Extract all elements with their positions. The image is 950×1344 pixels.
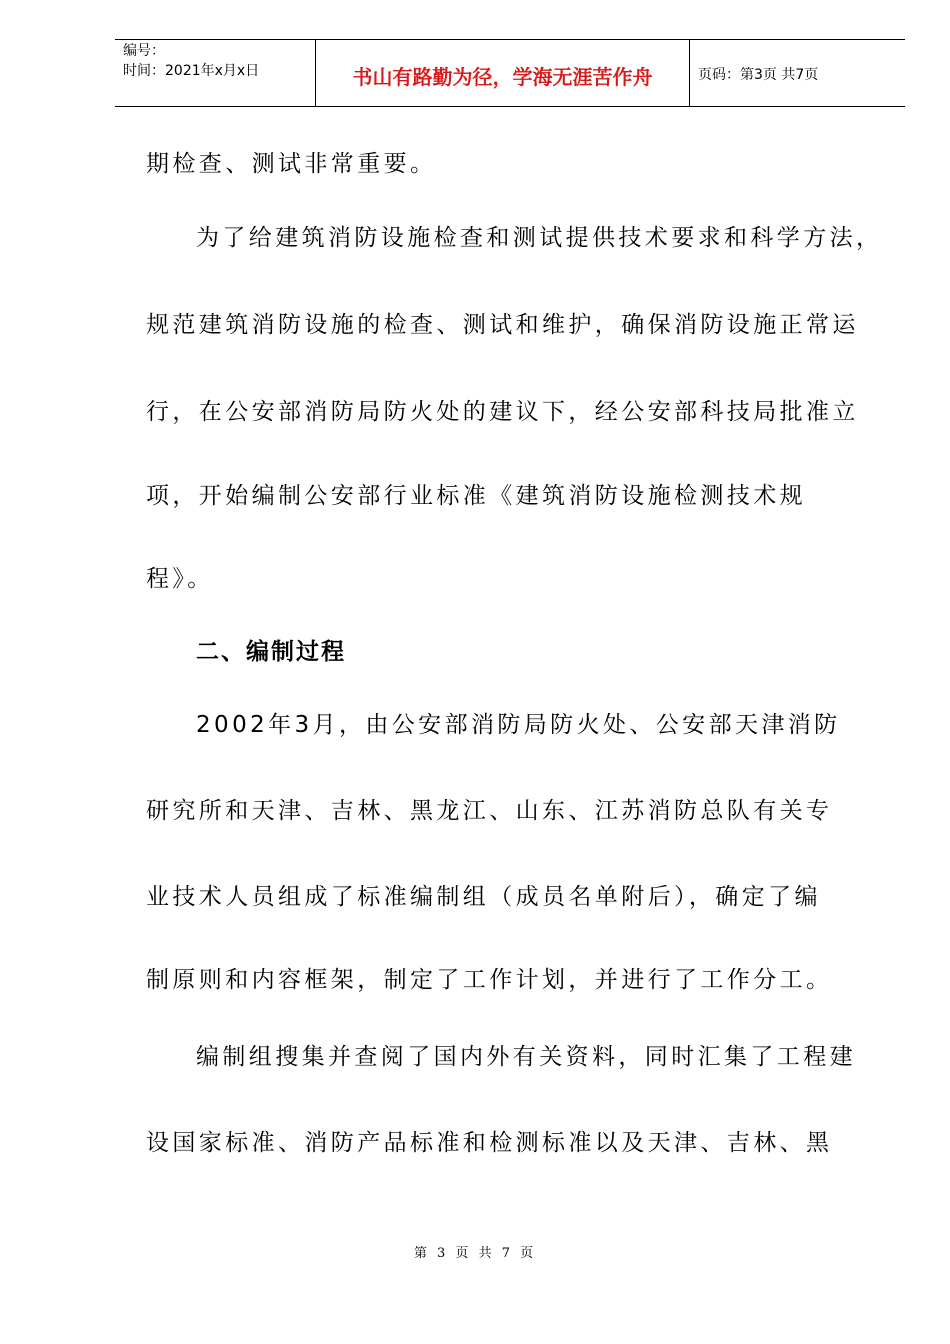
header-motto-cell — [316, 40, 690, 106]
document-number-label: 编号： — [123, 43, 165, 59]
header-page-cell — [690, 40, 905, 106]
body-line-9: 业技术人员组成了标准编制组（成员名单附后），确定了编 — [146, 884, 821, 910]
header-meta-cell — [115, 40, 316, 106]
document-time-label: 时间：2021年x月x日 — [123, 63, 260, 79]
header-page-info: 页码：第3页 共7页 — [698, 67, 819, 83]
body-line-12: 设国家标准、消防产品标准和检测标准以及天津、吉林、黑 — [146, 1130, 833, 1156]
body-line-10: 制原则和内容框架，制定了工作计划，并进行了工作分工。 — [146, 967, 833, 993]
page-footer: 第 3 页 共 7 页 — [413, 1246, 537, 1261]
body-line-7: 2002年3月，由公安部消防局防火处、公安部天津消防 — [196, 712, 841, 738]
body-line-3: 规范建筑消防设施的检查、测试和维护，确保消防设施正常运 — [146, 312, 859, 338]
body-line-4: 行，在公安部消防局防火处的建议下，经公安部科技局批准立 — [146, 399, 859, 425]
body-line-11: 编制组搜集并查阅了国内外有关资料，同时汇集了工程建 — [196, 1044, 856, 1070]
page-header — [115, 39, 905, 107]
header-motto: 书山有路勤为径，学海无涯苦作舟 — [352, 65, 653, 89]
body-line-2: 为了给建筑消防设施检查和测试提供技术要求和科学方法， — [196, 225, 883, 251]
body-line-1: 期检查、测试非常重要。 — [146, 151, 437, 177]
body-line-6: 程》。 — [146, 566, 214, 592]
body-line-5: 项，开始编制公安部行业标准《建筑消防设施检测技术规 — [146, 483, 806, 509]
body-line-8: 研究所和天津、吉林、黑龙江、山东、江苏消防总队有关专 — [146, 798, 833, 824]
section-heading: 二、编制过程 — [196, 639, 346, 665]
